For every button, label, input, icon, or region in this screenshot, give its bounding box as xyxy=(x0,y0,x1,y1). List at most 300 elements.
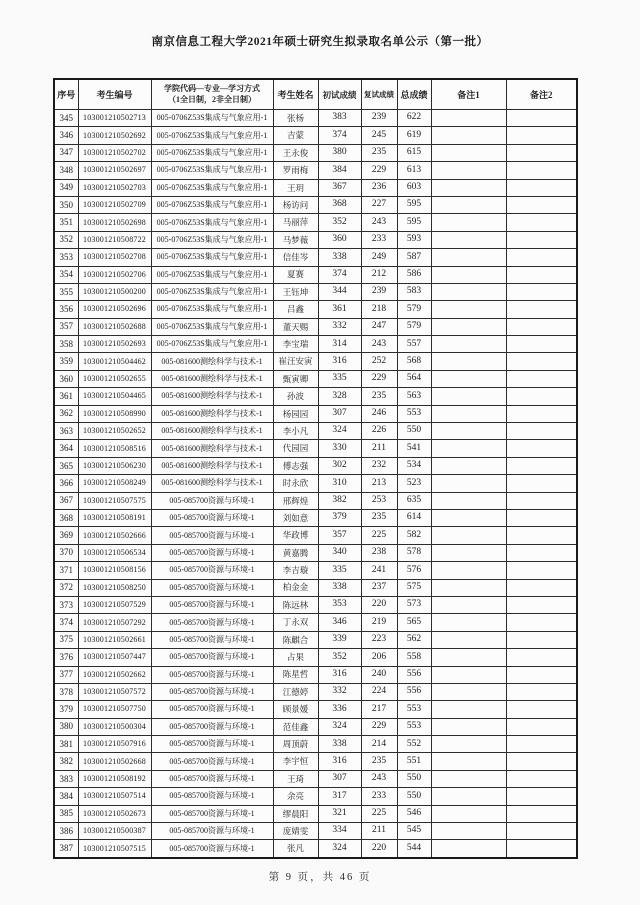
cell-program: 005-081600测绘科学与技术-1 xyxy=(151,440,273,457)
cell-serial-number: 354 xyxy=(54,266,78,283)
cell-candidate-name: 江德婷 xyxy=(273,683,318,700)
cell-retest-score: 225 xyxy=(361,527,397,544)
table-row xyxy=(54,788,577,805)
cell-candidate-name: 甄寅卿 xyxy=(273,370,318,387)
cell-note1 xyxy=(431,492,506,509)
cell-total-score: 550 xyxy=(397,770,431,787)
header-program-line2: （1全日制，2非全日制） xyxy=(168,94,256,104)
table-row xyxy=(54,805,577,822)
cell-note1 xyxy=(431,475,506,492)
table-row xyxy=(54,457,577,474)
cell-candidate-name: 马丽萍 xyxy=(273,214,318,231)
table-row xyxy=(54,736,577,753)
cell-candidate-id: 103001210508990 xyxy=(78,405,151,422)
cell-note2 xyxy=(506,753,577,770)
cell-note2 xyxy=(506,318,577,335)
cell-retest-score: 240 xyxy=(361,666,397,683)
cell-program: 005-0706Z53S集成与气象应用-1 xyxy=(151,144,273,161)
cell-program: 005-081600测绘科学与技术-1 xyxy=(151,423,273,440)
table-row xyxy=(54,196,577,213)
cell-note1 xyxy=(431,788,506,805)
cell-candidate-id: 103001210507572 xyxy=(78,683,151,700)
cell-initial-score: 339 xyxy=(318,631,361,648)
cell-note1 xyxy=(431,579,506,596)
table-row xyxy=(54,544,577,561)
cell-retest-score: 223 xyxy=(361,631,397,648)
cell-note1 xyxy=(431,666,506,683)
cell-total-score: 558 xyxy=(397,649,431,666)
table-row xyxy=(54,596,577,613)
cell-note1 xyxy=(431,266,506,283)
table-row xyxy=(54,110,577,127)
cell-retest-score: 225 xyxy=(361,805,397,822)
cell-note1 xyxy=(431,509,506,526)
cell-candidate-id: 103001210502713 xyxy=(78,110,151,127)
cell-note1 xyxy=(431,683,506,700)
table-row xyxy=(54,823,577,840)
cell-program: 005-0706Z53S集成与气象应用-1 xyxy=(151,318,273,335)
cell-serial-number: 361 xyxy=(54,388,78,405)
cell-candidate-name: 周顶蔚 xyxy=(273,736,318,753)
table-header-row xyxy=(54,79,577,110)
cell-serial-number: 377 xyxy=(54,666,78,683)
cell-candidate-name: 范佳鑫 xyxy=(273,718,318,735)
cell-note1 xyxy=(431,231,506,248)
cell-initial-score: 310 xyxy=(318,475,361,492)
cell-initial-score: 332 xyxy=(318,683,361,700)
cell-note2 xyxy=(506,770,577,787)
cell-serial-number: 375 xyxy=(54,631,78,648)
cell-note1 xyxy=(431,318,506,335)
cell-note2 xyxy=(506,544,577,561)
cell-note2 xyxy=(506,405,577,422)
cell-initial-score: 316 xyxy=(318,753,361,770)
cell-program: 005-085700资源与环境-1 xyxy=(151,683,273,700)
cell-serial-number: 352 xyxy=(54,231,78,248)
cell-program: 005-085700资源与环境-1 xyxy=(151,805,273,822)
cell-retest-score: 206 xyxy=(361,649,397,666)
cell-candidate-id: 103001210508722 xyxy=(78,231,151,248)
cell-initial-score: 336 xyxy=(318,701,361,718)
cell-note2 xyxy=(506,231,577,248)
cell-program: 005-0706Z53S集成与气象应用-1 xyxy=(151,249,273,266)
cell-serial-number: 358 xyxy=(54,336,78,353)
cell-candidate-name: 陈星哲 xyxy=(273,666,318,683)
header-total-score: 总成绩 xyxy=(397,79,431,110)
cell-retest-score: 245 xyxy=(361,127,397,144)
cell-candidate-name: 孙波 xyxy=(273,388,318,405)
cell-serial-number: 359 xyxy=(54,353,78,370)
cell-total-score: 565 xyxy=(397,614,431,631)
cell-note1 xyxy=(431,770,506,787)
cell-candidate-id: 103001210502697 xyxy=(78,162,151,179)
cell-candidate-name: 李小凡 xyxy=(273,423,318,440)
header-program-line1: 学院代码—专业—学习方式 xyxy=(164,84,260,94)
cell-candidate-id: 103001210502673 xyxy=(78,805,151,822)
cell-retest-score: 226 xyxy=(361,423,397,440)
cell-initial-score: 340 xyxy=(318,544,361,561)
table-row xyxy=(54,701,577,718)
cell-serial-number: 348 xyxy=(54,162,78,179)
cell-candidate-name: 时永欣 xyxy=(273,475,318,492)
cell-total-score: 579 xyxy=(397,301,431,318)
cell-candidate-id: 103001210507514 xyxy=(78,788,151,805)
cell-serial-number: 376 xyxy=(54,649,78,666)
cell-candidate-id: 103001210502668 xyxy=(78,753,151,770)
table-row xyxy=(54,283,577,300)
cell-retest-score: 220 xyxy=(361,596,397,613)
cell-initial-score: 335 xyxy=(318,562,361,579)
cell-candidate-name: 董天赐 xyxy=(273,318,318,335)
cell-candidate-name: 吉蒙 xyxy=(273,127,318,144)
cell-candidate-name: 柏金金 xyxy=(273,579,318,596)
cell-retest-score: 237 xyxy=(361,579,397,596)
cell-total-score: 544 xyxy=(397,840,431,858)
cell-serial-number: 379 xyxy=(54,701,78,718)
cell-program: 005-085700资源与环境-1 xyxy=(151,666,273,683)
cell-candidate-name: 王琦 xyxy=(273,770,318,787)
cell-total-score: 563 xyxy=(397,388,431,405)
cell-serial-number: 366 xyxy=(54,475,78,492)
cell-retest-score: 235 xyxy=(361,753,397,770)
table-row xyxy=(54,649,577,666)
cell-note1 xyxy=(431,179,506,196)
cell-program: 005-081600测绘科学与技术-1 xyxy=(151,475,273,492)
table-row xyxy=(54,562,577,579)
cell-serial-number: 380 xyxy=(54,718,78,735)
cell-retest-score: 229 xyxy=(361,718,397,735)
cell-total-score: 553 xyxy=(397,405,431,422)
cell-serial-number: 367 xyxy=(54,492,78,509)
cell-note2 xyxy=(506,249,577,266)
cell-serial-number: 353 xyxy=(54,249,78,266)
cell-initial-score: 357 xyxy=(318,527,361,544)
cell-total-score: 568 xyxy=(397,353,431,370)
cell-retest-score: 229 xyxy=(361,370,397,387)
cell-note2 xyxy=(506,370,577,387)
cell-note2 xyxy=(506,162,577,179)
cell-serial-number: 350 xyxy=(54,196,78,213)
cell-candidate-id: 103001210500200 xyxy=(78,283,151,300)
cell-retest-score: 224 xyxy=(361,683,397,700)
table-row xyxy=(54,336,577,353)
cell-retest-score: 227 xyxy=(361,196,397,213)
cell-retest-score: 232 xyxy=(361,457,397,474)
header-candidate-name: 考生姓名 xyxy=(273,79,318,110)
cell-note1 xyxy=(431,388,506,405)
cell-candidate-name: 夏赛 xyxy=(273,266,318,283)
cell-candidate-name: 马梦薇 xyxy=(273,231,318,248)
cell-total-score: 579 xyxy=(397,318,431,335)
cell-retest-score: 249 xyxy=(361,249,397,266)
cell-total-score: 552 xyxy=(397,736,431,753)
cell-total-score: 553 xyxy=(397,718,431,735)
cell-retest-score: 243 xyxy=(361,336,397,353)
header-note2: 备注2 xyxy=(506,79,577,110)
cell-initial-score: 382 xyxy=(318,492,361,509)
cell-candidate-name: 张杨 xyxy=(273,110,318,127)
cell-initial-score: 314 xyxy=(318,336,361,353)
cell-program: 005-081600测绘科学与技术-1 xyxy=(151,405,273,422)
cell-initial-score: 383 xyxy=(318,110,361,127)
cell-note2 xyxy=(506,527,577,544)
cell-candidate-name: 李宇恒 xyxy=(273,753,318,770)
cell-program: 005-0706Z53S集成与气象应用-1 xyxy=(151,127,273,144)
cell-candidate-id: 103001210508192 xyxy=(78,770,151,787)
table-row xyxy=(54,231,577,248)
cell-serial-number: 371 xyxy=(54,562,78,579)
table-row xyxy=(54,753,577,770)
table-row xyxy=(54,127,577,144)
cell-note2 xyxy=(506,701,577,718)
table-row xyxy=(54,370,577,387)
table-row xyxy=(54,423,577,440)
cell-retest-score: 217 xyxy=(361,701,397,718)
cell-total-score: 556 xyxy=(397,666,431,683)
cell-candidate-id: 103001210507292 xyxy=(78,614,151,631)
table-row xyxy=(54,666,577,683)
cell-note2 xyxy=(506,353,577,370)
cell-initial-score: 332 xyxy=(318,318,361,335)
cell-total-score: 583 xyxy=(397,283,431,300)
cell-serial-number: 349 xyxy=(54,179,78,196)
cell-initial-score: 344 xyxy=(318,283,361,300)
cell-serial-number: 368 xyxy=(54,509,78,526)
cell-candidate-id: 103001210504465 xyxy=(78,388,151,405)
cell-candidate-id: 103001210506230 xyxy=(78,457,151,474)
cell-note2 xyxy=(506,144,577,161)
cell-candidate-id: 103001210500304 xyxy=(78,718,151,735)
cell-note1 xyxy=(431,753,506,770)
cell-initial-score: 374 xyxy=(318,266,361,283)
cell-initial-score: 335 xyxy=(318,370,361,387)
cell-program: 005-085700资源与环境-1 xyxy=(151,509,273,526)
cell-note2 xyxy=(506,266,577,283)
cell-program: 005-0706Z53S集成与气象应用-1 xyxy=(151,266,273,283)
cell-program: 005-085700资源与环境-1 xyxy=(151,562,273,579)
cell-note2 xyxy=(506,179,577,196)
cell-total-score: 573 xyxy=(397,596,431,613)
cell-program: 005-0706Z53S集成与气象应用-1 xyxy=(151,196,273,213)
cell-candidate-id: 103001210502655 xyxy=(78,370,151,387)
cell-note1 xyxy=(431,457,506,474)
cell-note2 xyxy=(506,596,577,613)
table-row xyxy=(54,683,577,700)
cell-serial-number: 351 xyxy=(54,214,78,231)
cell-candidate-name: 邢辉煌 xyxy=(273,492,318,509)
cell-candidate-name: 李宝瑞 xyxy=(273,336,318,353)
cell-note2 xyxy=(506,614,577,631)
cell-serial-number: 360 xyxy=(54,370,78,387)
cell-note1 xyxy=(431,527,506,544)
cell-total-score: 593 xyxy=(397,231,431,248)
cell-total-score: 564 xyxy=(397,370,431,387)
cell-candidate-id: 103001210502693 xyxy=(78,336,151,353)
cell-candidate-id: 103001210508191 xyxy=(78,509,151,526)
cell-serial-number: 365 xyxy=(54,457,78,474)
cell-note2 xyxy=(506,475,577,492)
cell-candidate-name: 杨访问 xyxy=(273,196,318,213)
cell-total-score: 619 xyxy=(397,127,431,144)
table-row xyxy=(54,840,577,858)
cell-serial-number: 362 xyxy=(54,405,78,422)
cell-retest-score: 235 xyxy=(361,144,397,161)
cell-program: 005-081600测绘科学与技术-1 xyxy=(151,457,273,474)
cell-program: 005-085700资源与环境-1 xyxy=(151,753,273,770)
cell-initial-score: 352 xyxy=(318,214,361,231)
cell-serial-number: 386 xyxy=(54,823,78,840)
cell-total-score: 595 xyxy=(397,196,431,213)
cell-candidate-id: 103001210502703 xyxy=(78,179,151,196)
cell-program: 005-085700资源与环境-1 xyxy=(151,840,273,858)
cell-candidate-name: 李吉璇 xyxy=(273,562,318,579)
cell-candidate-name: 华政博 xyxy=(273,527,318,544)
cell-retest-score: 211 xyxy=(361,823,397,840)
cell-candidate-id: 103001210508156 xyxy=(78,562,151,579)
cell-program: 005-081600测绘科学与技术-1 xyxy=(151,370,273,387)
cell-serial-number: 357 xyxy=(54,318,78,335)
table-body xyxy=(54,110,577,858)
cell-note1 xyxy=(431,840,506,858)
cell-candidate-name: 余亮 xyxy=(273,788,318,805)
cell-total-score: 534 xyxy=(397,457,431,474)
cell-serial-number: 382 xyxy=(54,753,78,770)
cell-note1 xyxy=(431,544,506,561)
cell-note2 xyxy=(506,423,577,440)
cell-initial-score: 384 xyxy=(318,162,361,179)
cell-program: 005-0706Z53S集成与气象应用-1 xyxy=(151,283,273,300)
cell-candidate-name: 陈麒合 xyxy=(273,631,318,648)
cell-initial-score: 317 xyxy=(318,788,361,805)
table-row xyxy=(54,405,577,422)
cell-note2 xyxy=(506,301,577,318)
table-row xyxy=(54,301,577,318)
cell-total-score: 545 xyxy=(397,823,431,840)
cell-initial-score: 380 xyxy=(318,144,361,161)
cell-total-score: 582 xyxy=(397,527,431,544)
table-row xyxy=(54,440,577,457)
cell-candidate-id: 103001210507529 xyxy=(78,596,151,613)
cell-candidate-id: 103001210502706 xyxy=(78,266,151,283)
cell-total-score: 551 xyxy=(397,753,431,770)
cell-program: 005-085700资源与环境-1 xyxy=(151,614,273,631)
cell-note1 xyxy=(431,405,506,422)
cell-retest-score: 247 xyxy=(361,318,397,335)
header-initial-score: 初试成绩 xyxy=(318,79,361,110)
cell-retest-score: 243 xyxy=(361,770,397,787)
cell-initial-score: 338 xyxy=(318,249,361,266)
cell-candidate-name: 庞婧雯 xyxy=(273,823,318,840)
cell-note1 xyxy=(431,196,506,213)
cell-initial-score: 338 xyxy=(318,736,361,753)
cell-candidate-id: 103001210502698 xyxy=(78,214,151,231)
cell-serial-number: 369 xyxy=(54,527,78,544)
cell-retest-score: 229 xyxy=(361,162,397,179)
cell-note1 xyxy=(431,370,506,387)
cell-candidate-name: 代园园 xyxy=(273,440,318,457)
cell-note2 xyxy=(506,718,577,735)
cell-program: 005-081600测绘科学与技术-1 xyxy=(151,353,273,370)
cell-note2 xyxy=(506,805,577,822)
cell-candidate-id: 103001210500387 xyxy=(78,823,151,840)
table-row xyxy=(54,214,577,231)
table-row xyxy=(54,492,577,509)
cell-serial-number: 345 xyxy=(54,110,78,127)
cell-total-score: 546 xyxy=(397,805,431,822)
cell-candidate-id: 103001210506534 xyxy=(78,544,151,561)
cell-serial-number: 374 xyxy=(54,614,78,631)
cell-candidate-id: 103001210502692 xyxy=(78,127,151,144)
cell-candidate-id: 103001210502702 xyxy=(78,144,151,161)
cell-initial-score: 374 xyxy=(318,127,361,144)
cell-note2 xyxy=(506,388,577,405)
cell-candidate-id: 103001210507515 xyxy=(78,840,151,858)
cell-note1 xyxy=(431,562,506,579)
cell-note2 xyxy=(506,649,577,666)
cell-note1 xyxy=(431,805,506,822)
cell-total-score: 613 xyxy=(397,162,431,179)
cell-candidate-id: 103001210502666 xyxy=(78,527,151,544)
cell-candidate-name: 信佳岑 xyxy=(273,249,318,266)
cell-retest-score: 235 xyxy=(361,388,397,405)
cell-initial-score: 368 xyxy=(318,196,361,213)
cell-note2 xyxy=(506,457,577,474)
cell-total-score: 523 xyxy=(397,475,431,492)
cell-serial-number: 364 xyxy=(54,440,78,457)
cell-retest-score: 236 xyxy=(361,179,397,196)
cell-serial-number: 356 xyxy=(54,301,78,318)
cell-serial-number: 346 xyxy=(54,127,78,144)
cell-retest-score: 212 xyxy=(361,266,397,283)
cell-program: 005-085700资源与环境-1 xyxy=(151,492,273,509)
table-row xyxy=(54,527,577,544)
cell-candidate-name: 占果 xyxy=(273,649,318,666)
cell-note1 xyxy=(431,110,506,127)
cell-total-score: 557 xyxy=(397,336,431,353)
table-row xyxy=(54,266,577,283)
cell-candidate-id: 103001210507575 xyxy=(78,492,151,509)
cell-note2 xyxy=(506,196,577,213)
cell-total-score: 614 xyxy=(397,509,431,526)
cell-candidate-name: 王玥 xyxy=(273,179,318,196)
cell-program: 005-085700资源与环境-1 xyxy=(151,649,273,666)
cell-initial-score: 324 xyxy=(318,718,361,735)
cell-note2 xyxy=(506,127,577,144)
cell-initial-score: 316 xyxy=(318,353,361,370)
cell-candidate-id: 103001210508249 xyxy=(78,475,151,492)
cell-candidate-id: 103001210507750 xyxy=(78,701,151,718)
cell-program: 005-085700资源与环境-1 xyxy=(151,701,273,718)
cell-candidate-name: 王钰坤 xyxy=(273,283,318,300)
cell-note2 xyxy=(506,509,577,526)
table-row xyxy=(54,770,577,787)
cell-note2 xyxy=(506,283,577,300)
header-retest-score: 复试成绩 xyxy=(361,79,397,110)
table-row xyxy=(54,388,577,405)
cell-note1 xyxy=(431,701,506,718)
cell-retest-score: 233 xyxy=(361,231,397,248)
cell-initial-score: 367 xyxy=(318,179,361,196)
cell-serial-number: 372 xyxy=(54,579,78,596)
cell-retest-score: 238 xyxy=(361,544,397,561)
cell-initial-score: 352 xyxy=(318,649,361,666)
cell-retest-score: 235 xyxy=(361,509,397,526)
cell-serial-number: 381 xyxy=(54,736,78,753)
cell-retest-score: 211 xyxy=(361,440,397,457)
cell-retest-score: 241 xyxy=(361,562,397,579)
header-serial-number: 序号 xyxy=(54,79,78,110)
cell-total-score: 541 xyxy=(397,440,431,457)
